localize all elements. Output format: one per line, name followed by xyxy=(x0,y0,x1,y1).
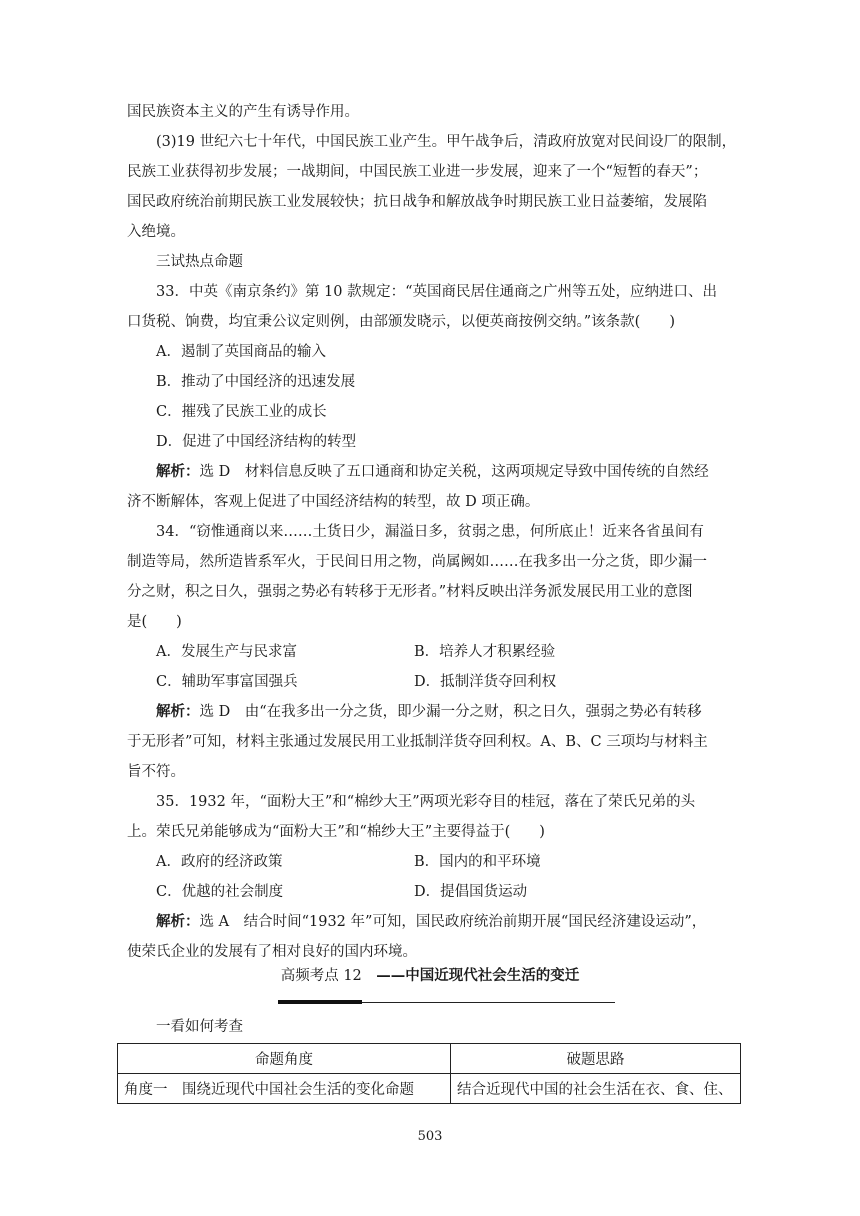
question-33-option-c: C．摧残了民族工业的成长 xyxy=(156,404,327,420)
section-heading: 三试热点命题 xyxy=(156,254,243,270)
section-title xyxy=(0,966,860,986)
table-row xyxy=(118,1074,741,1104)
question-34-option-c: C．辅助军事富国强兵 xyxy=(156,674,298,690)
title-underline-accent xyxy=(278,1000,362,1004)
question-34-stem: 是( ) xyxy=(127,614,182,630)
table-header-cell: 命题角度 xyxy=(118,1044,451,1074)
question-35-option-b: B．国内的和平环境 xyxy=(414,854,541,870)
explanation-label: 解析： xyxy=(156,463,200,480)
question-33-option-a: A．遏制了英国商品的输入 xyxy=(156,344,326,360)
question-34-explanation: 于无形者”可知，材料主张通过发展民用工业抵制洋货夺回利权。A、B、C 三项均与材料主 xyxy=(127,734,708,750)
question-34-stem: 制造等局，然所造皆系军火，于民间日用之物，尚属阙如……在我多出一分之货，即少漏一 xyxy=(127,554,707,570)
question-33-stem: 33．中英《南京条约》第 10 款规定：“英国商民居住通商之广州等五处，应纳进口、出 xyxy=(156,284,718,300)
text-line: (3)19 世纪六七十年代，中国民族工业产生。甲午战争后，清政府放宽对民间设厂的限制， xyxy=(156,134,737,150)
subheading: 一看如何考查 xyxy=(156,1019,243,1035)
table-cell: 结合近现代中国的社会生活在衣、食、住、 xyxy=(451,1074,741,1104)
question-35-explanation xyxy=(127,912,706,932)
question-34-stem: 34．“窃惟通商以来……土货日少，漏溢日多，贫弱之患，何所底止！近来各省虽间有 xyxy=(156,524,704,540)
question-35-stem: 35．1932 年，“面粉大王”和“棉纱大王”两项光彩夺目的桂冠，落在了荣氏兄弟的头 xyxy=(156,794,696,810)
question-35-option-d: D．提倡国货运动 xyxy=(414,884,528,900)
table-cell: 角度一 围绕近现代中国社会生活的变化命题 xyxy=(118,1074,451,1104)
page-number: 503 xyxy=(417,1129,443,1144)
question-35-option-c: C．优越的社会制度 xyxy=(156,884,284,900)
text-line: 国民族资本主义的产生有诱导作用。 xyxy=(127,104,359,120)
question-35-option-a: A．政府的经济政策 xyxy=(156,854,283,870)
section-title-text: ——中国近现代社会生活的变迁 xyxy=(376,967,580,984)
table-header-cell: 破题思路 xyxy=(451,1044,741,1074)
explanation-text: 选 D 材料信息反映了五口通商和协定关税，这两项规定导致中国传统的自然经 xyxy=(199,464,709,480)
question-34-explanation xyxy=(127,702,702,722)
section-title-prefix: 高频考点 12 xyxy=(280,968,377,984)
question-33-stem: 口货税、饷费，均宜秉公议定则例，由部颁发晓示，以便英商按例交纳。”该条款( ) xyxy=(127,314,675,330)
explanation-label: 解析： xyxy=(156,913,200,930)
question-33-option-d: D．促进了中国经济结构的转型 xyxy=(156,434,357,450)
question-34-stem: 分之财，积之日久，强弱之势必有转移于无形者。”材料反映出洋务派发展民用工业的意图 xyxy=(127,584,693,600)
text-line: 入绝境。 xyxy=(127,224,185,240)
explanation-label: 解析： xyxy=(156,703,200,720)
question-34-option-a: A．发展生产与民求富 xyxy=(156,644,297,660)
question-35-explanation: 使荣氏企业的发展有了相对良好的国内环境。 xyxy=(127,944,417,960)
question-33-explanation: 济不断解体，客观上促进了中国经济结构的转型，故 D 项正确。 xyxy=(127,494,540,510)
question-34-explanation: 旨不符。 xyxy=(127,764,185,780)
exam-table xyxy=(117,1043,741,1104)
question-33-option-b: B．推动了中国经济的迅速发展 xyxy=(156,374,356,390)
explanation-text: 选 D 由“在我多出一分之货，即少漏一分之财，积之日久，强弱之势必有转移 xyxy=(199,704,702,720)
question-34-option-b: B．培养人才积累经验 xyxy=(414,644,556,660)
table-header-row xyxy=(118,1044,741,1074)
question-34-option-d: D．抵制洋货夺回利权 xyxy=(414,674,557,690)
question-35-stem: 上。荣氏兄弟能够成为“面粉大王”和“棉纱大王”主要得益于( ) xyxy=(127,824,545,840)
text-line: 民族工业获得初步发展；一战期间，中国民族工业进一步发展，迎来了一个“短暂的春天”； xyxy=(127,164,708,180)
text-line: 国民政府统治前期民族工业发展较快；抗日战争和解放战争时期民族工业日益萎缩，发展陷 xyxy=(127,194,707,210)
explanation-text: 选 A 结合时间“1932 年”可知，国民政府统治前期开展“国民经济建设运动”， xyxy=(199,914,707,930)
question-33-explanation xyxy=(127,462,709,482)
